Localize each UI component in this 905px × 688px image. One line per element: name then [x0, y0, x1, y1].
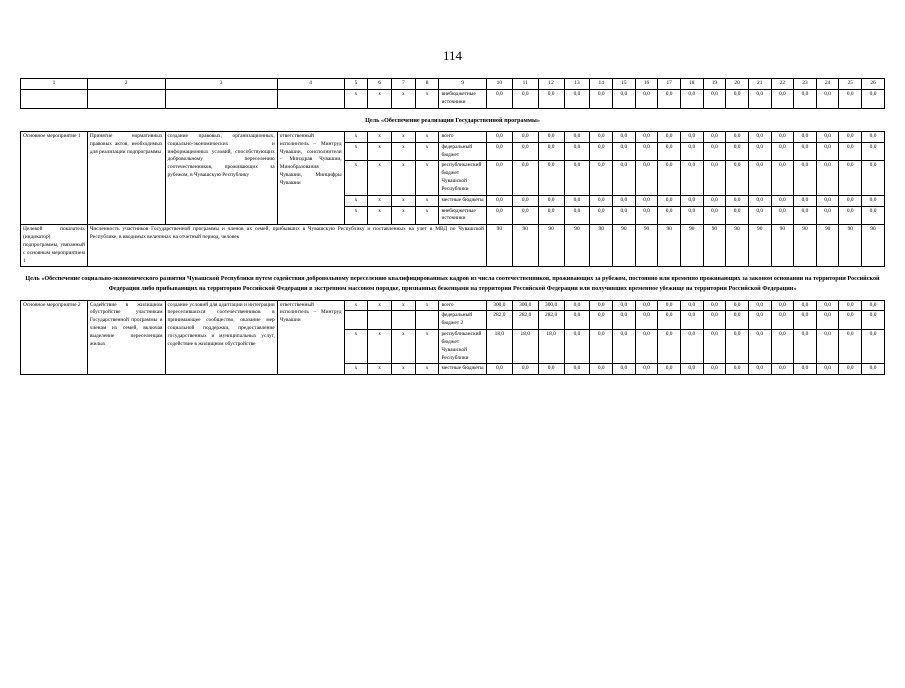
cell-value: 0,0: [794, 206, 817, 225]
cell-value: 90: [486, 225, 512, 267]
cell-value: 0,0: [538, 161, 564, 195]
cell-funding-source: республиканский бюджет Чувашской Республики: [439, 161, 486, 195]
cell-value: 0,0: [564, 311, 590, 330]
column-number: 18: [680, 79, 703, 90]
cell-value: 0,0: [680, 206, 703, 225]
cell-value: 0,0: [613, 206, 636, 225]
cell-value: 90: [512, 225, 538, 267]
cell-value: 0,0: [862, 161, 885, 195]
cell-value: 0,0: [564, 142, 590, 161]
cell-value: 0,0: [564, 300, 590, 311]
table-main-activity-2: [20, 300, 885, 376]
cell-value: 0,0: [486, 142, 512, 161]
column-number: 14: [590, 79, 613, 90]
cell-value: 282,0: [538, 311, 564, 330]
cell-value: 0,0: [538, 206, 564, 225]
cell-value: 0,0: [564, 330, 590, 364]
cell-activity-name: Основное мероприятие 2: [21, 300, 88, 375]
cell-value: 0,0: [635, 161, 658, 195]
cell-value: 0,0: [680, 131, 703, 142]
cell-value: 0,0: [794, 195, 817, 206]
cell-value: 90: [613, 225, 636, 267]
cell-value: 0,0: [635, 142, 658, 161]
cell-value: 0,0: [590, 300, 613, 311]
cell-value: 0,0: [512, 131, 538, 142]
column-number: 20: [726, 79, 749, 90]
cell-value: 0,0: [486, 161, 512, 195]
cell-mark: x: [415, 300, 439, 311]
cell-value: 0,0: [748, 142, 771, 161]
cell-value: 0,0: [613, 90, 636, 109]
table-row-top-fragment: [21, 90, 885, 109]
cell-mark: x: [415, 330, 439, 364]
cell-value: 0,0: [703, 142, 726, 161]
cell-value: 0,0: [862, 330, 885, 364]
cell-value: 0,0: [635, 364, 658, 375]
column-number: 17: [658, 79, 681, 90]
cell-value: 0,0: [512, 195, 538, 206]
cell-value: 0,0: [839, 330, 862, 364]
table-row: [21, 131, 885, 142]
cell-value: 0,0: [538, 195, 564, 206]
cell-funding-source: республиканский бюджет Чувашской Республики: [439, 330, 486, 364]
cell-value: 90: [862, 225, 885, 267]
cell-value: 0,0: [726, 131, 749, 142]
cell-mark: [344, 311, 368, 330]
cell-value: 0,0: [635, 311, 658, 330]
cell-funding-source: федеральный бюджет: [439, 142, 486, 161]
cell-value: 0,0: [703, 330, 726, 364]
cell-mark: x: [392, 131, 416, 142]
cell-value: 0,0: [794, 300, 817, 311]
cell-mark: x: [344, 161, 368, 195]
cell-value: 0,0: [680, 364, 703, 375]
column-number: 26: [862, 79, 885, 90]
cell-value: 90: [748, 225, 771, 267]
cell-value: 0,0: [726, 161, 749, 195]
table-main-activity-1: [20, 131, 885, 267]
cell-value: 0,0: [839, 131, 862, 142]
cell-value: 0,0: [590, 90, 613, 109]
cell-value: 0,0: [771, 300, 794, 311]
cell-value: 0,0: [726, 311, 749, 330]
cell-value: 282,0: [512, 311, 538, 330]
cell-funding-source: внебюджетные источники: [439, 90, 486, 109]
cell-value: 0,0: [726, 142, 749, 161]
table-row-indicator: [21, 225, 885, 267]
column-number: 7: [392, 79, 416, 90]
cell-value: 0,0: [564, 206, 590, 225]
column-number: 19: [703, 79, 726, 90]
cell-value: 0,0: [512, 161, 538, 195]
cell-value: 0,0: [771, 195, 794, 206]
cell-value: 0,0: [658, 90, 681, 109]
cell-mark: x: [392, 206, 416, 225]
cell-value: 0,0: [816, 311, 839, 330]
cell-value: 0,0: [590, 195, 613, 206]
cell-activity-description: Принятие нормативных правовых актов, необходимых для реализации подпрограммы: [87, 131, 165, 224]
cell-mark: x: [392, 300, 416, 311]
cell-value: 0,0: [816, 330, 839, 364]
cell-value: 0,0: [658, 364, 681, 375]
cell-value: 0,0: [748, 330, 771, 364]
cell-funding-source: всего: [439, 300, 486, 311]
cell-value: 0,0: [771, 142, 794, 161]
cell-value: 0,0: [486, 206, 512, 225]
cell-mark: x: [392, 161, 416, 195]
cell-mark: x: [415, 90, 439, 109]
cell-value: 0,0: [726, 206, 749, 225]
cell-value: 0,0: [512, 206, 538, 225]
cell-value: 0,0: [839, 311, 862, 330]
cell-mark: x: [368, 142, 392, 161]
page-number: 114: [442, 48, 463, 63]
cell-value: 0,0: [658, 142, 681, 161]
cell-value: 300,0: [512, 300, 538, 311]
cell-value: 0,0: [862, 300, 885, 311]
cell-value: 0,0: [538, 131, 564, 142]
cell-value: 0,0: [658, 330, 681, 364]
cell-value: 0,0: [613, 195, 636, 206]
section-title-goal-1: Цель «Обеспечение реализации Государственной программы»: [365, 116, 540, 124]
cell-value: 0,0: [862, 142, 885, 161]
cell-value: 0,0: [538, 142, 564, 161]
cell-value: 0,0: [613, 300, 636, 311]
cell-value: 0,0: [590, 206, 613, 225]
cell-value: 0,0: [703, 90, 726, 109]
cell-value: 0,0: [703, 161, 726, 195]
cell-value: 0,0: [748, 131, 771, 142]
cell-value: 0,0: [748, 161, 771, 195]
cell-value: 0,0: [590, 142, 613, 161]
cell-empty: [277, 90, 344, 109]
cell-value: 0,0: [862, 195, 885, 206]
cell-value: 0,0: [839, 90, 862, 109]
cell-value: 18,0: [538, 330, 564, 364]
cell-activity-goal: создание правовых, организационных, социально-экономических и информационных условий, способствующих добровольному переселению соотечественников, проживающих за рубежом, в Чувашскую Республику: [165, 131, 277, 224]
cell-value: 0,0: [794, 131, 817, 142]
cell-value: 0,0: [771, 206, 794, 225]
cell-activity-description: Содействие в жилищном обустройстве участникам Государственной программы и членам их семей, включая выделение переселенцам жилых: [87, 300, 165, 375]
cell-funding-source: местные бюджеты: [439, 364, 486, 375]
cell-value: 0,0: [635, 300, 658, 311]
column-number: 22: [771, 79, 794, 90]
cell-funding-source: всего: [439, 131, 486, 142]
cell-indicator-label: Целевой показатель (индикатор) подпрограммы, увязанный с основным мероприятием 1: [21, 225, 88, 267]
cell-value: 0,0: [748, 195, 771, 206]
cell-value: 0,0: [613, 142, 636, 161]
cell-mark: x: [368, 364, 392, 375]
cell-value: 90: [635, 225, 658, 267]
column-number: 2: [87, 79, 165, 90]
cell-value: 0,0: [658, 161, 681, 195]
cell-value: 90: [839, 225, 862, 267]
cell-mark: [392, 311, 416, 330]
cell-value: 0,0: [748, 364, 771, 375]
cell-value: 0,0: [816, 206, 839, 225]
column-number: 8: [415, 79, 439, 90]
cell-value: 0,0: [748, 300, 771, 311]
column-number: 3: [165, 79, 277, 90]
cell-value: 0,0: [512, 142, 538, 161]
cell-value: 0,0: [771, 311, 794, 330]
cell-value: 0,0: [564, 90, 590, 109]
column-number: 12: [538, 79, 564, 90]
cell-mark: x: [392, 195, 416, 206]
cell-mark: [415, 311, 439, 330]
column-number: 11: [512, 79, 538, 90]
cell-value: 0,0: [703, 206, 726, 225]
cell-mark: x: [392, 90, 416, 109]
cell-value: 0,0: [486, 364, 512, 375]
cell-value: 0,0: [839, 142, 862, 161]
cell-value: 0,0: [590, 330, 613, 364]
cell-funding-source: местные бюджеты: [439, 195, 486, 206]
column-number: 5: [344, 79, 368, 90]
cell-value: 0,0: [564, 161, 590, 195]
cell-value: 90: [658, 225, 681, 267]
column-number: 16: [635, 79, 658, 90]
cell-value: 0,0: [680, 142, 703, 161]
cell-indicator-text: Численность участников Государственной программы и членов их семей, прибывших в Чувашскую Республику и поставленных на учет в МВД по Чувашской Республике, в вводимых величинах на отчетный период, человек: [87, 225, 486, 267]
cell-value: 0,0: [748, 90, 771, 109]
cell-value: 0,0: [862, 364, 885, 375]
cell-value: 0,0: [726, 330, 749, 364]
cell-value: 0,0: [680, 330, 703, 364]
cell-value: 0,0: [590, 311, 613, 330]
column-number: 15: [613, 79, 636, 90]
cell-value: 0,0: [703, 300, 726, 311]
cell-empty: [21, 90, 88, 109]
cell-value: 0,0: [816, 142, 839, 161]
cell-value: 90: [703, 225, 726, 267]
cell-mark: x: [368, 330, 392, 364]
cell-value: 0,0: [703, 364, 726, 375]
cell-value: 0,0: [635, 206, 658, 225]
cell-value: 0,0: [538, 90, 564, 109]
cell-value: 0,0: [613, 311, 636, 330]
cell-value: 0,0: [590, 131, 613, 142]
cell-responsible-executor: ответственный исполнитель – Минтруд Чувашии, соисполнители – Минздрав Чувашии, Минобразования Чувашии, Минцифры Чувашии: [277, 131, 344, 224]
cell-value: 0,0: [680, 300, 703, 311]
cell-value: 0,0: [512, 90, 538, 109]
column-number: 4: [277, 79, 344, 90]
cell-mark: [368, 311, 392, 330]
cell-value: 0,0: [771, 330, 794, 364]
cell-value: 0,0: [816, 195, 839, 206]
cell-value: 90: [680, 225, 703, 267]
cell-value: 0,0: [512, 364, 538, 375]
cell-value: 0,0: [794, 311, 817, 330]
column-number: 10: [486, 79, 512, 90]
cell-value: 0,0: [726, 364, 749, 375]
cell-mark: x: [368, 161, 392, 195]
cell-value: 0,0: [680, 90, 703, 109]
cell-value: 0,0: [658, 300, 681, 311]
cell-empty: [165, 90, 277, 109]
cell-value: 0,0: [680, 195, 703, 206]
cell-value: 0,0: [726, 300, 749, 311]
cell-value: 0,0: [590, 364, 613, 375]
cell-funding-source: федеральный бюджет 2: [439, 311, 486, 330]
cell-mark: x: [368, 90, 392, 109]
cell-mark: x: [368, 131, 392, 142]
cell-value: 90: [771, 225, 794, 267]
cell-value: 0,0: [771, 90, 794, 109]
cell-value: 0,0: [816, 300, 839, 311]
cell-value: 0,0: [658, 206, 681, 225]
cell-value: 0,0: [816, 161, 839, 195]
cell-mark: x: [368, 206, 392, 225]
cell-value: 0,0: [613, 330, 636, 364]
cell-value: 18,0: [486, 330, 512, 364]
cell-mark: x: [344, 364, 368, 375]
cell-value: 0,0: [816, 364, 839, 375]
cell-value: 0,0: [564, 195, 590, 206]
cell-value: 282,0: [486, 311, 512, 330]
column-number: 23: [794, 79, 817, 90]
cell-value: 0,0: [635, 131, 658, 142]
cell-mark: x: [344, 330, 368, 364]
cell-value: 0,0: [703, 131, 726, 142]
column-number: 9: [439, 79, 486, 90]
cell-value: 0,0: [771, 161, 794, 195]
cell-mark: x: [344, 195, 368, 206]
cell-value: 0,0: [658, 131, 681, 142]
cell-value: 90: [564, 225, 590, 267]
cell-value: 0,0: [635, 90, 658, 109]
cell-value: 90: [726, 225, 749, 267]
cell-activity-goal: создание условий для адаптации и интеграции переселившихся соотечественников в принимающее сообщество, оказание мер социальной поддержки, предоставление государственных и муниципальных услуг, содействие в жилищном обустройстве: [165, 300, 277, 375]
cell-value: 0,0: [613, 364, 636, 375]
cell-funding-source: внебюджетные источники: [439, 206, 486, 225]
cell-value: 0,0: [590, 161, 613, 195]
cell-mark: x: [368, 300, 392, 311]
cell-value: 0,0: [794, 161, 817, 195]
column-number: 13: [564, 79, 590, 90]
cell-mark: x: [415, 206, 439, 225]
cell-mark: x: [415, 131, 439, 142]
cell-value: 0,0: [748, 311, 771, 330]
table-row: [21, 300, 885, 311]
cell-value: 0,0: [564, 364, 590, 375]
cell-value: 0,0: [658, 195, 681, 206]
cell-value: 0,0: [486, 195, 512, 206]
cell-mark: x: [344, 131, 368, 142]
cell-value: 0,0: [680, 161, 703, 195]
table-row-column-numbers: [21, 79, 885, 90]
cell-value: 0,0: [613, 161, 636, 195]
cell-mark: x: [368, 195, 392, 206]
cell-mark: x: [415, 161, 439, 195]
cell-value: 0,0: [486, 131, 512, 142]
cell-value: 0,0: [680, 311, 703, 330]
cell-value: 0,0: [839, 364, 862, 375]
section-title-goal-2: Цель «Обеспечение социально-экономического развития Чувашской Республики путем содействия добровольному переселению квалифицированных кадров из числа соотечественников, проживающих за рубежом, постоянно или временно проживающих за законом основании на территории Российской Федерации либо прибывающих на территорию Российской Федерации в экстренном массовом порядке, признанных беженцами на территории Российской Федерации или получивших временное убежище на территории Российской Федерации»: [25, 275, 880, 292]
cell-value: 18,0: [512, 330, 538, 364]
cell-value: 0,0: [771, 364, 794, 375]
cell-empty: [87, 90, 165, 109]
cell-value: 0,0: [635, 195, 658, 206]
cell-value: 0,0: [658, 311, 681, 330]
document-page: [0, 48, 905, 688]
cell-activity-name: Основное мероприятие 1: [21, 131, 88, 224]
cell-value: 90: [590, 225, 613, 267]
cell-mark: x: [344, 90, 368, 109]
cell-mark: x: [392, 142, 416, 161]
column-number: 21: [748, 79, 771, 90]
cell-value: 300,0: [538, 300, 564, 311]
cell-mark: x: [344, 142, 368, 161]
cell-value: 0,0: [794, 90, 817, 109]
cell-value: 0,0: [839, 195, 862, 206]
cell-value: 0,0: [564, 131, 590, 142]
cell-value: 0,0: [486, 90, 512, 109]
cell-value: 0,0: [771, 131, 794, 142]
cell-value: 90: [538, 225, 564, 267]
cell-value: 0,0: [703, 311, 726, 330]
cell-value: 0,0: [816, 131, 839, 142]
cell-value: 0,0: [794, 142, 817, 161]
cell-value: 0,0: [748, 206, 771, 225]
cell-value: 0,0: [816, 90, 839, 109]
cell-value: 90: [794, 225, 817, 267]
cell-value: 0,0: [726, 195, 749, 206]
cell-responsible-executor: ответственный исполнитель – Минтруд Чувашии: [277, 300, 344, 375]
cell-value: 0,0: [862, 90, 885, 109]
table-column-numbers: [20, 78, 885, 109]
cell-value: 0,0: [635, 330, 658, 364]
cell-value: 0,0: [839, 300, 862, 311]
cell-value: 0,0: [703, 195, 726, 206]
cell-value: 90: [816, 225, 839, 267]
cell-value: 0,0: [726, 90, 749, 109]
cell-mark: x: [415, 142, 439, 161]
cell-value: 0,0: [794, 364, 817, 375]
column-number: 25: [839, 79, 862, 90]
cell-value: 0,0: [794, 330, 817, 364]
column-number: 1: [21, 79, 88, 90]
cell-mark: x: [344, 300, 368, 311]
cell-value: 0,0: [862, 206, 885, 225]
cell-mark: x: [392, 330, 416, 364]
cell-value: 300,0: [486, 300, 512, 311]
cell-mark: x: [415, 364, 439, 375]
cell-value: 0,0: [538, 364, 564, 375]
cell-value: 0,0: [839, 161, 862, 195]
cell-mark: x: [344, 206, 368, 225]
cell-value: 0,0: [613, 131, 636, 142]
cell-value: 0,0: [862, 131, 885, 142]
cell-mark: x: [415, 195, 439, 206]
cell-value: 0,0: [839, 206, 862, 225]
column-number: 6: [368, 79, 392, 90]
cell-mark: x: [392, 364, 416, 375]
column-number: 24: [816, 79, 839, 90]
cell-value: 0,0: [862, 311, 885, 330]
